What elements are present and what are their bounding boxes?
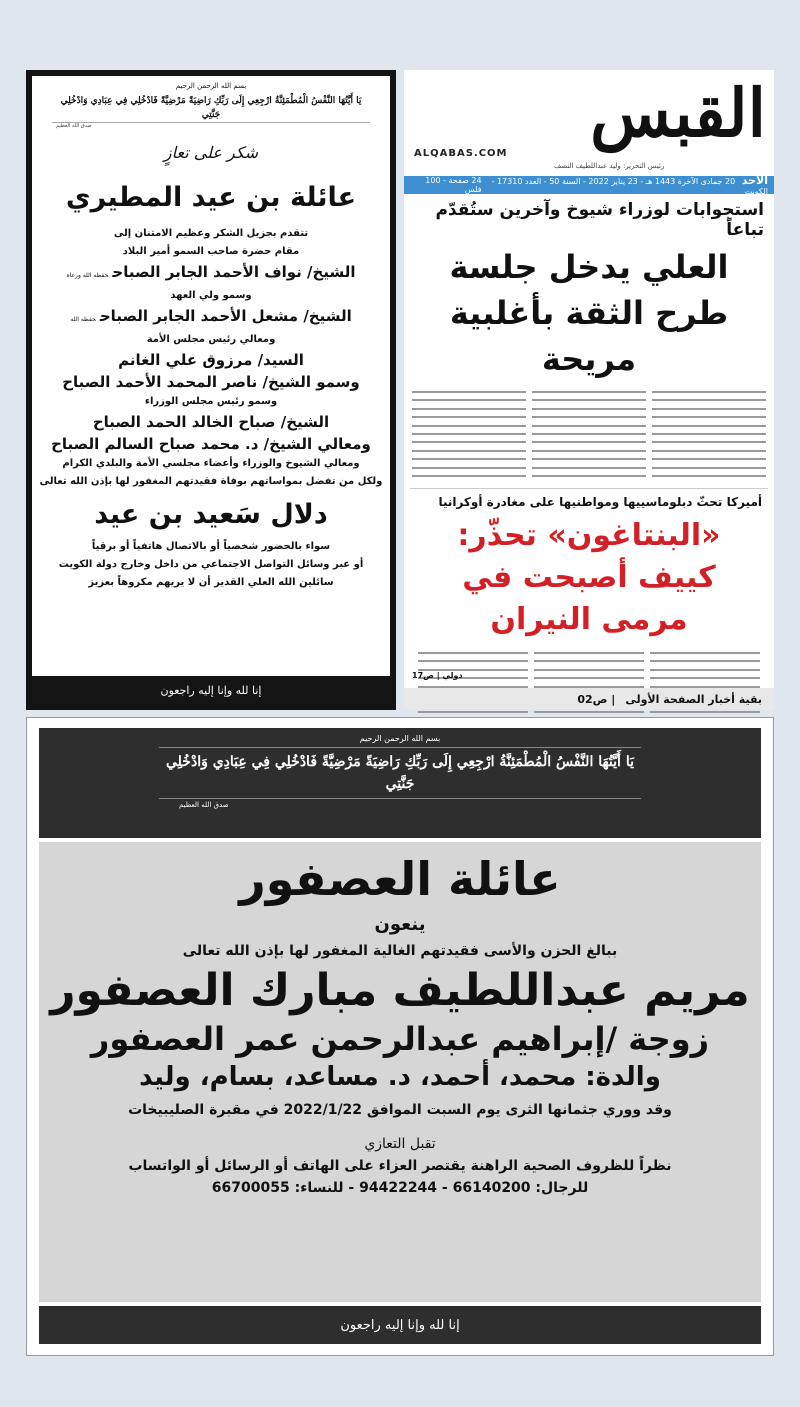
condolences-label: تقبل التعازي: [364, 1136, 436, 1152]
thanks-line-text: تتقدم بجزيل الشكر وعظيم الامتنان إلى: [113, 228, 309, 239]
thanks-line: [32, 261, 390, 287]
thanks-line-text: وسمو الشيخ/ ناصر المحمد الأحمد الصباح: [62, 373, 360, 391]
quran-verse: يَا أَيَّتُهَا النَّفْسُ الْمُطْمَئِنَّةُ ارْجِعِي إِلَى رَبِّكِ رَاضِيَةً مَرْضِيَّةً فَادْخُلِي فِي عِبَادِي وَادْخُلِي جَنَّتِي: [52, 90, 370, 123]
article-columns: [404, 388, 774, 480]
verse-source: صدق الله العظيم: [179, 801, 229, 809]
dateline-date: 20 جمادى الآخرة 1443 هـ - 23 يناير 2022 - السنة 50 - العدد 17310 - الكويت: [491, 177, 768, 196]
family-name: عائلة العصفور: [239, 852, 561, 906]
thanks-line: [32, 433, 390, 455]
thanks-line: [32, 349, 390, 371]
continue-page[interactable]: | ص02: [577, 692, 616, 706]
continue-bar[interactable]: [404, 688, 774, 710]
closing-line: أو عبر وسائل التواصل الاجتماعي من داخل وخارج دولة الكويت: [58, 559, 364, 570]
closing-lines: [32, 538, 390, 592]
mother-of-line: والدة: محمد، أحمد، د. مساعد، بسام، وليد: [139, 1062, 661, 1092]
thanks-line: [32, 243, 390, 261]
honorific-suffix: حفظه الله: [70, 316, 96, 323]
thanks-line: [32, 393, 390, 411]
page-reference[interactable]: دولي | ص17: [412, 671, 463, 680]
newspaper-logo[interactable]: القبس: [590, 74, 766, 152]
thanks-lines: [32, 225, 390, 491]
headline-kicker[interactable]: استجوابات لوزراء شيوخ وآخرين ستُقدّم تباعاً: [435, 200, 764, 240]
thanks-line: [32, 411, 390, 433]
article-column: [532, 388, 646, 480]
thanks-line-text: ومعالي الشيخ/ د. محمد صباح السالم الصباح: [51, 435, 371, 453]
notice-footer: إنا لله وإنا إليه راجعون: [32, 676, 390, 704]
burial-line: وقد ووري جثمانها الثرى يوم السبت الموافق 2022/1/22 في مقبرة الصليبيخات: [128, 1102, 672, 1118]
article-column: [652, 388, 766, 480]
main-headline[interactable]: العلي يدخل جلسة طرح الثقة بأغلبية مريحة: [449, 248, 729, 378]
thanks-line: [32, 331, 390, 349]
phone-numbers: للرجال: 66140200 - 94422244 - للنساء: 66700055: [211, 1180, 589, 1196]
thanks-notice-body: [32, 76, 390, 704]
notice-title: شكر على تعازٍ: [163, 143, 259, 162]
thanks-line: [32, 473, 390, 491]
thanks-line-text: السيد/ مرزوق علي الغانم: [118, 351, 304, 369]
closing-line: سواء بالحضور شخصياً أو بالاتصال هاتفياً أو برقياً: [91, 541, 331, 552]
thanks-line-text: وسمو رئيس مجلس الوزراء: [144, 396, 278, 407]
grief-line: ببالغ الحزن والأسى فقيدتهم الغالية المغفور لها بإذن الله تعالى: [182, 943, 618, 959]
thanks-line-text: ومعالي الشيوخ والوزراء وأعضاء مجلسي الأمة والبلدي الكرام: [62, 458, 360, 469]
logo-url[interactable]: ALQABAS.COM: [414, 148, 508, 159]
thanks-line: [32, 455, 390, 473]
deceased-name: مريم عبداللطيف مبارك العصفور: [50, 965, 750, 1016]
bismillah: بسم الله الرحمن الرحيم: [359, 734, 441, 743]
deceased-name: دلال سَعيد بن عيد: [94, 499, 328, 530]
editor-line: رئيس التحرير: وليد عبداللطيف النصف: [554, 162, 665, 170]
obituary-header: [39, 728, 761, 838]
honorific-suffix: حفظه الله ورعاه: [66, 272, 109, 279]
thanks-line: [32, 305, 390, 331]
family-name: عائلة بن عيد المطيري: [65, 182, 357, 213]
thanks-line-text: ومعالي رئيس مجلس الأمة: [146, 334, 276, 345]
thanks-line-text: الشيخ/ مشعل الأحمد الجابر الصباح: [99, 307, 352, 325]
bismillah: بسم الله الرحمن الرحيم: [175, 82, 247, 90]
thanks-line-text: وسمو ولي العهد: [170, 290, 252, 301]
quran-verse: يَا أَيَّتُهَا النَّفْسُ الْمُطْمَئِنَّةُ ارْجِعِي إِلَى رَبِّكِ رَاضِيَةً مَرْضِيَّةً فَادْخُلِي فِي عِبَادِي وَادْخُلِي جَنَّتِي: [159, 747, 641, 799]
continue-label[interactable]: بقية أخبار الصفحة الأولى: [625, 692, 762, 706]
dateline-day: الأحد: [741, 174, 768, 187]
dateline-bar: [404, 176, 774, 194]
masthead: [404, 70, 774, 176]
thanks-line: [32, 287, 390, 305]
obituary-footer: إنا لله وإنا إليه راجعون: [39, 1306, 761, 1344]
condolences-note: نظراً للظروف الصحية الراهنة يقتصر العزاء على الهاتف أو الرسائل أو الواتساب: [128, 1158, 672, 1174]
thanks-line-text: الشيخ/ نواف الأحمد الجابر الصباح: [112, 263, 356, 281]
dateline-pages: 24 صفحة - 100 فلس: [425, 176, 482, 194]
closing-line: سائلين الله العلي القدير أن لا يريهم مكروهاً بعزيز: [88, 577, 334, 588]
thanks-line-text: الشيخ/ صباح الخالد الحمد الصباح: [92, 413, 330, 431]
wife-of-line: زوجة /إبراهيم عبدالرحمن عمر العصفور: [90, 1020, 710, 1058]
verse-source: صدق الله العظيم: [56, 123, 92, 129]
front-page: [404, 70, 774, 710]
article-column: [412, 388, 526, 480]
secondary-kicker[interactable]: أميركا تحثّ دبلوماسييها ومواطنيها على مغادرة أوكرانيا: [438, 495, 762, 509]
thanks-notice: [26, 70, 396, 710]
thanks-line-text: ولكل من تفضل بمواساتهم بوفاة فقيدتهم المغفور لها بإذن الله تعالى: [39, 476, 383, 487]
mourn-label: ينعون: [374, 914, 426, 935]
obituary-body: [39, 842, 761, 1302]
obituary-notice: [26, 717, 774, 1356]
thanks-line: [32, 225, 390, 243]
thanks-line: [32, 371, 390, 393]
thanks-line-text: مقام حضرة صاحب السمو أمير البلاد: [122, 246, 300, 257]
secondary-headline[interactable]: «البنتاغون» تحذّر: كييف أصبحت في مرمى النيران: [457, 518, 721, 637]
